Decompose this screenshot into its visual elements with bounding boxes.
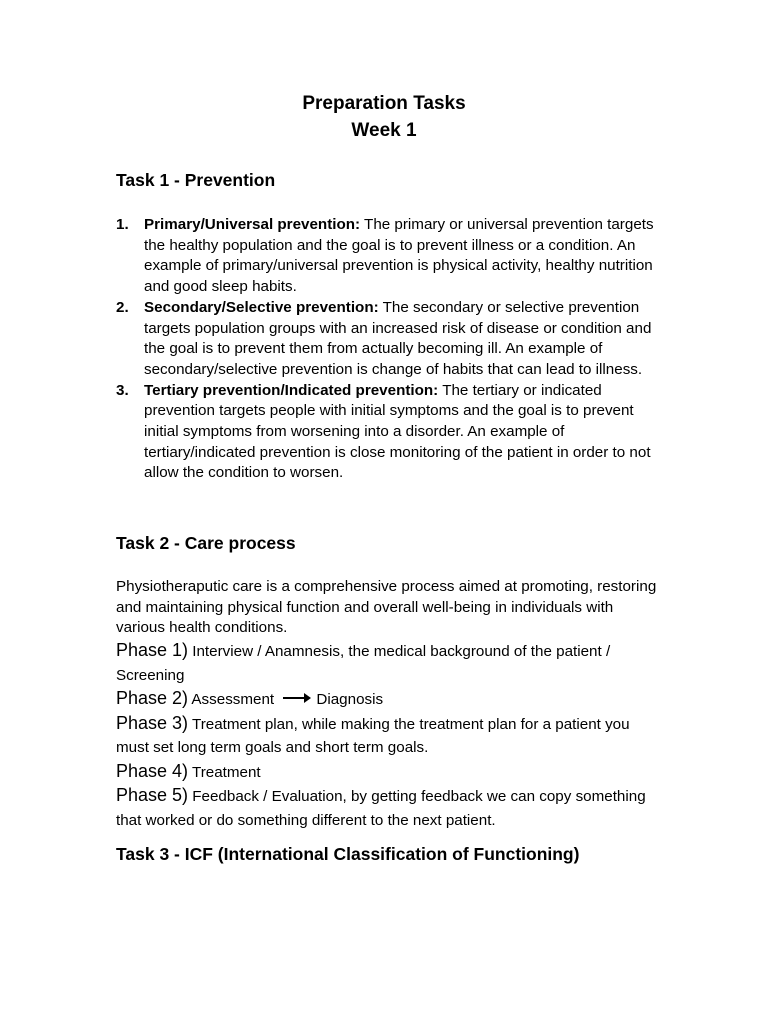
phase-text: Feedback / Evaluation, by getting feedback we can copy something that worked or do something different to the next patient.: [116, 788, 646, 829]
phase-text-after-arrow: Diagnosis: [316, 691, 384, 709]
list-item: [116, 215, 656, 298]
prevention-list: [116, 215, 656, 484]
phase-2: [116, 687, 661, 712]
task-1-heading: Task 1 - Prevention: [116, 170, 276, 190]
list-item-text: The primary or universal prevention targets the healthy population and the goal is to prevent illness or a condition. An example of primary/universal prevention is physical activity, healthy nutrition and good sleep habits.: [144, 216, 654, 296]
phase-4: [116, 760, 661, 785]
list-item-term: Tertiary prevention/Indicated prevention:: [144, 381, 439, 399]
phase-label: Phase 4): [116, 760, 189, 781]
phase-label: Phase 5): [116, 785, 189, 806]
phase-3: [116, 712, 661, 760]
list-item-number: 2.: [116, 298, 129, 316]
phase-text: Assessment: [188, 691, 275, 709]
task-2-heading: Task 2 - Care process: [116, 533, 296, 553]
phase-text: Treatment plan, while making the treatment plan for a patient you must set long term goals and short term goals.: [116, 715, 630, 757]
document-title: [0, 90, 768, 144]
phase-text: Interview / Anamnesis, the medical background of the patient / Screening: [116, 643, 611, 684]
phase-text: Treatment: [188, 763, 261, 781]
list-item-text: The tertiary or indicated prevention targets people with initial symptoms and the goal is to prevent initial symptoms from worsening into a disorder. An example of tertiary/indicated prevention is close monitoring of the patient in order to not allow the condition to worsen.: [144, 381, 651, 482]
list-item-term: Primary/Universal prevention:: [144, 216, 361, 233]
phase-label: Phase 1): [116, 640, 189, 661]
care-process-section: [116, 577, 661, 832]
phase-5: [116, 784, 661, 832]
phase-1: [116, 639, 661, 687]
right-arrow-icon: [282, 692, 312, 704]
list-item-term: Secondary/Selective prevention:: [144, 298, 379, 316]
list-item-number: 3.: [116, 381, 129, 399]
phase-label: Phase 3): [116, 712, 189, 733]
title-line-2: Week 1: [351, 120, 417, 141]
list-item: [116, 298, 656, 381]
list-item-text: The secondary or selective prevention targets population groups with an increased risk of disease or condition and the goal is to prevent them from actually becoming ill. An example of secondary/selective prevention is change of habits that can lead to illness.: [144, 298, 652, 378]
task-3-heading: Task 3 - ICF (International Classification of Functioning): [116, 844, 580, 864]
phase-label: Phase 2): [116, 688, 189, 709]
title-line-1: Preparation Tasks: [302, 93, 466, 114]
care-intro: Physiotheraputic care is a comprehensive process aimed at promoting, restoring and maintaining physical function and overall well-being in individuals with various health conditions.: [116, 578, 657, 637]
list-item: [116, 381, 656, 485]
list-item-number: 1.: [116, 216, 129, 233]
